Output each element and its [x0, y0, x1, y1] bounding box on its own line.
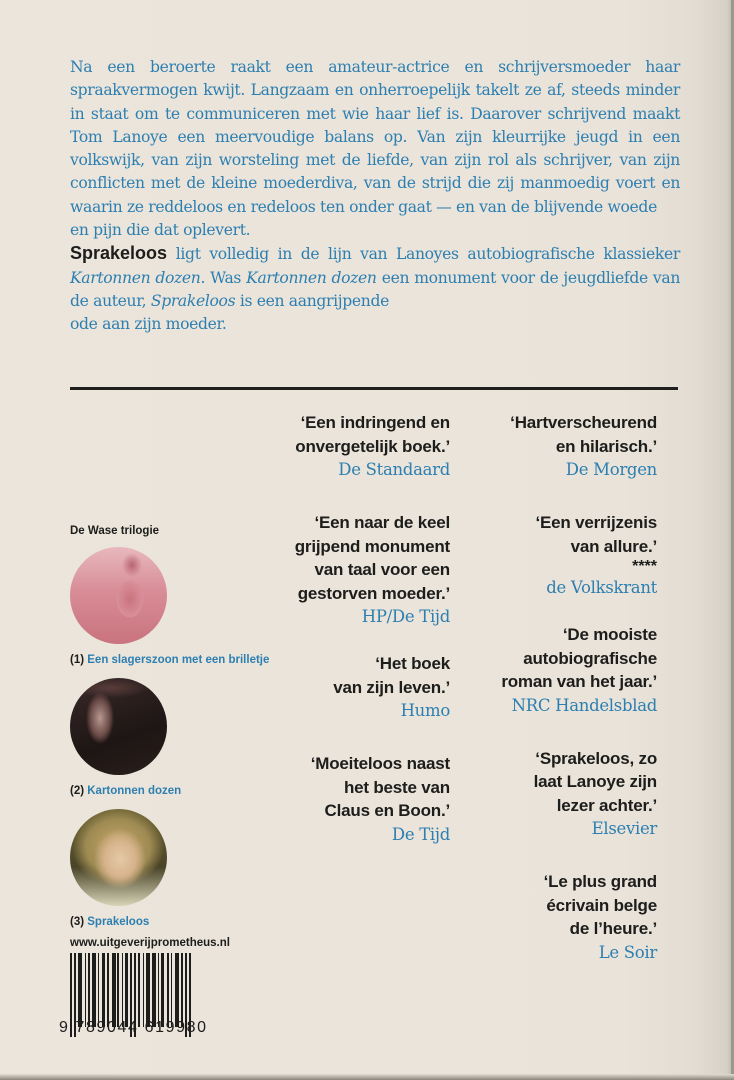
blurb-line: met de liefde, van zijn rol als schrijver, van zijn conflicten met de [70, 151, 681, 193]
quote-line: en hilarisch.’ [555, 436, 657, 456]
blurb-line: klassieker [603, 245, 680, 264]
blurb-line: ligt volledig in de lijn van Lanoyes autobiografische [167, 245, 595, 264]
quote-line: onvergetelijk boek.’ [295, 436, 450, 456]
review-quotes-left-column [240, 411, 450, 868]
quote-line: van taal voor een [314, 560, 450, 579]
trilogy-title: Een slagerszoon met een brilletje [87, 654, 270, 666]
review-quote [455, 511, 657, 599]
star-rating: **** [632, 558, 657, 575]
quote-text [455, 511, 657, 558]
quote-line: gestorven moeder.’ [297, 583, 450, 603]
quote-source: Le Soir [598, 942, 657, 962]
quote-line: het beste van [343, 777, 450, 797]
blurb-line: steeds minder in staat om te communiceren met wie haar lief is. [70, 81, 680, 123]
quote-line: van zijn leven.’ [333, 677, 450, 697]
review-quote [455, 411, 657, 481]
quote-text [455, 747, 657, 818]
quote-source: De Standaard [338, 460, 450, 479]
quote-line: van allure.’ [570, 536, 657, 556]
quote-line: écrivain belge [546, 895, 657, 915]
quote-line: Claus en Boon.’ [324, 801, 450, 820]
blurb-paragraph-1 [70, 56, 680, 219]
blurb-text [70, 56, 680, 337]
quote-source: NRC Handelsblad [511, 695, 657, 715]
quote-line: ‘Een verrijzenis [535, 513, 657, 532]
quote-source: Humo [400, 701, 450, 720]
blurb-paragraph-1-end [70, 219, 680, 242]
blurb-line: een monument [376, 268, 497, 287]
quote-line: lezer achter.’ [556, 795, 657, 815]
quote-text [240, 752, 450, 823]
portrait-woman-smiling-image [70, 809, 167, 906]
blurb-line: voor de jeugdliefde van de auteur, [70, 268, 681, 310]
portrait-man-pink-tint-image [70, 547, 167, 644]
review-quote [455, 870, 657, 964]
quote-line: laat Lanoye zijn [533, 772, 657, 791]
publisher-url: www.uitgeverijprometheus.nl [70, 937, 230, 949]
trilogy-title: Kartonnen dozen [87, 785, 182, 797]
book-title-inline: Sprakeloos [70, 243, 168, 264]
blurb-line: kleine moederdiva, van de strijd die zij manmoedig voert en waarin [70, 174, 681, 216]
quote-source: De Morgen [565, 460, 657, 479]
blurb-line: ode aan zijn moeder. [70, 315, 227, 334]
trilogy-number: (2) [70, 785, 88, 797]
quote-line: grijpend monument [294, 536, 450, 556]
blurb-line: en pijn die dat oplevert. [70, 221, 251, 240]
blurb-line: spraakvermogen kwijt. Langzaam en onherroepelijk takelt ze af, [70, 81, 566, 100]
quote-line: ‘Een indringend en [300, 413, 450, 432]
quote-line: ‘Een naar de keel [314, 513, 450, 532]
quote-line: de l’heure.’ [569, 919, 657, 938]
review-quote [240, 511, 450, 628]
quote-line: ‘Hartverscheurend [510, 413, 657, 432]
cover-edge-bottom [0, 1074, 734, 1080]
blurb-line: Na een beroerte raakt een amateur-actrice en schrijversmoeder haar [70, 58, 680, 76]
trilogy-caption [70, 916, 300, 928]
review-quote [240, 411, 450, 481]
blurb-line: ze reddeloos en redeloos ten onder gaat — en van de blijvende woede [126, 197, 657, 216]
book-title-italic: Kartonnen dozen [246, 268, 377, 287]
review-quote [455, 623, 657, 717]
review-quotes-right-column [455, 411, 657, 986]
blurb-line: Van zijn kleurrijke jeugd in een volkswijk, van zijn worsteling [70, 127, 681, 170]
quote-line: ‘De mooiste [562, 625, 657, 644]
quote-line: roman van het jaar.’ [501, 672, 657, 691]
book-title-italic: Sprakeloos [150, 291, 236, 310]
blurb-paragraph-2-end [70, 313, 680, 336]
isbn-digits: 9 789044 619980 [59, 1019, 208, 1036]
quote-text [240, 652, 450, 699]
quote-line: ‘Moeiteloos naast [310, 754, 450, 773]
quote-line: ‘Sprakeloos, zo [535, 748, 657, 768]
book-title-italic: Kartonnen dozen [70, 268, 201, 287]
quote-line: autobiografische [523, 648, 657, 668]
trilogy-number: (3) [70, 916, 88, 928]
isbn-barcode [59, 953, 212, 1045]
blurb-line: Daarover schrijvend maakt Tom Lanoye een meervoudige balans op. [70, 104, 681, 146]
quote-source: Elsevier [591, 819, 657, 838]
quote-line: ‘Het boek [375, 654, 450, 673]
blurb-paragraph-2 [70, 242, 680, 313]
quote-source: HP/De Tijd [361, 607, 450, 626]
blurb-line: . Was [200, 268, 247, 287]
portrait-hat-dark-image [70, 678, 167, 775]
review-quote [455, 747, 657, 841]
review-quote [240, 652, 450, 722]
trilogy-number: (1) [70, 654, 88, 666]
quote-source: de Volkskrant [546, 578, 657, 597]
quote-text [455, 623, 657, 694]
quote-text [455, 870, 657, 941]
blurb-line: is een aangrijpende [235, 291, 389, 310]
quote-text [240, 411, 450, 458]
quote-source: De Tijd [391, 824, 450, 844]
trilogy-heading: De Wase trilogie [70, 525, 160, 537]
divider-rule [70, 387, 678, 390]
trilogy-title: Sprakeloos [87, 916, 150, 928]
quote-text [240, 511, 450, 605]
quote-text [455, 411, 657, 458]
review-quote [240, 752, 450, 846]
quote-line: ‘Le plus grand [543, 872, 657, 891]
